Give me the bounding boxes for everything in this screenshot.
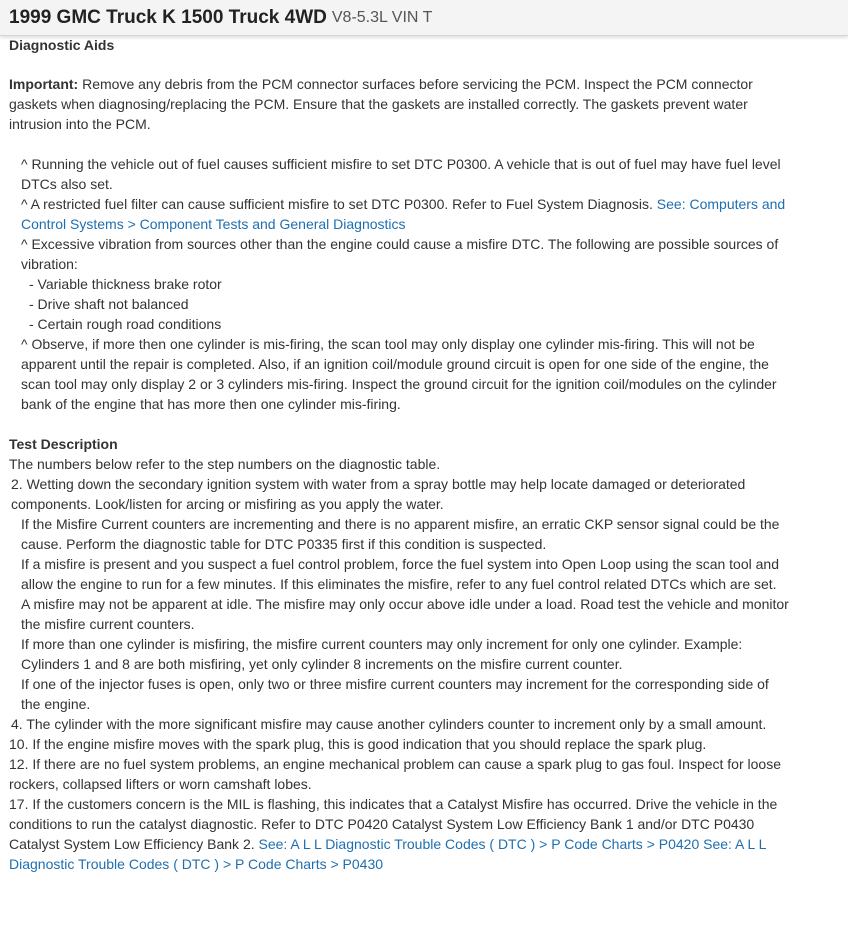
- step-12: 12. If there are no fuel system problems, an engine mechanical problem can cause a spark plug to gas foul. Inspect for loose rockers, collapsed lifters or worn camshaft lobes.: [9, 756, 781, 792]
- aid-bullet-3: ^ Excessive vibration from sources other than the engine could cause a misfire DTC. The following are possible sources of vibration:: [21, 236, 779, 272]
- important-label: Important:: [9, 76, 79, 92]
- step-4: 4. The cylinder with the more significant misfire may cause another cylinders counter to increment only by a small amount.: [11, 716, 767, 732]
- step-2-para-3: A misfire may not be apparent at idle. The misfire may only occur above idle under a load. Road test the vehicle and monitor the misfire current counters.: [21, 596, 789, 632]
- important-note: [9, 74, 789, 134]
- test-description-title: Test Description: [9, 436, 118, 452]
- vibration-item: - Drive shaft not balanced: [29, 296, 189, 312]
- step-17: [9, 794, 789, 874]
- step-17-text: 17. If the customers concern is the MIL is flashing, this indicates that a Catalyst Misfire has occurred. Drive the vehicle in the conditions to run the catalyst diagnostic. Refer to DTC P0420 Catalyst System Low Efficiency Bank 1 and/or DTC P0430 Catalyst System Low Efficiency Bank 2.: [9, 796, 778, 852]
- vehicle-title: 1999 GMC Truck K 1500 Truck 4WD: [9, 6, 327, 28]
- step-2-para-4: If more than one cylinder is misfiring, the misfire current counters may only increment for only one cylinder. Example: Cylinders 1 and 8 are both misfiring, yet only cylinder 8 increments on the misfire current counter.: [21, 636, 743, 672]
- aid-bullet-4: ^ Observe, if more then one cylinder is mis-firing, the scan tool may only display one cylinder mis-firing. This will not be apparent until the repair is completed. Also, if an ignition coil/module ground circuit is open for one side of the engine, the scan tool may only display 2 or 3 cylinders mis-firing. Inspect the ground circuit for the ignition coil/modules on the cylinder bank of the engine that has more then one cylinder mis-firing.: [21, 336, 777, 412]
- test-intro: The numbers below refer to the step numbers on the diagnostic table.: [9, 456, 441, 472]
- step-2-para-1: If the Misfire Current counters are incrementing and there is no apparent misfire, an erratic CKP sensor signal could be the cause. Perform the diagnostic table for DTC P0335 first if this condition is suspected.: [21, 516, 780, 552]
- step-2-para-5: If one of the injector fuses is open, only two or three misfire current counters may increment for the corresponding side of the engine.: [21, 676, 769, 712]
- important-text: Remove any debris from the PCM connector surfaces before servicing the PCM. Inspect the PCM connector gaskets when diagnosing/replacing the PCM. Ensure that the gaskets are installed correctly. The gaskets prevent water intrusion into the PCM.: [9, 76, 753, 132]
- p0430-link[interactable]: See: A L L Diagnostic Trouble Codes ( DTC ) > P Code Charts > P0430: [9, 836, 766, 872]
- computers-control-systems-link[interactable]: See: Computers and Control Systems > Component Tests and General Diagnostics: [21, 196, 786, 232]
- vibration-item: - Variable thickness brake rotor: [29, 276, 222, 292]
- aid-bullet-2: [9, 194, 789, 234]
- document-body: [0, 36, 798, 874]
- aid-bullet-1: ^ Running the vehicle out of fuel causes sufficient misfire to set DTC P0300. A vehicle that is out of fuel may have fuel level DTCs also set.: [21, 156, 781, 192]
- diagnostic-aids-title: Diagnostic Aids: [9, 37, 115, 53]
- page-header: [0, 0, 848, 36]
- vibration-item: - Certain rough road conditions: [29, 316, 222, 332]
- step-2: 2. Wetting down the secondary ignition system with water from a spray bottle may help locate damaged or deteriorated components. Look/listen for arcing or misfiring as you apply the water.: [11, 476, 746, 512]
- aid-bullet-2-text: ^ A restricted fuel filter can cause sufficient misfire to set DTC P0300. Refer to Fuel System Diagnosis.: [21, 196, 657, 212]
- engine-subtitle: V8-5.3L VIN T: [331, 8, 433, 26]
- step-2-para-2: If a misfire is present and you suspect a fuel control problem, force the fuel system into Open Loop using the scan tool and allow the engine to run for a few minutes. If this eliminates the misfire, refer to any fuel control related DTCs which are set.: [21, 556, 779, 592]
- step-10: 10. If the engine misfire moves with the spark plug, this is good indication that you should replace the spark plug.: [9, 736, 707, 752]
- p0420-link[interactable]: See: A L L Diagnostic Trouble Codes ( DTC ) > P Code Charts > P0420: [258, 836, 700, 852]
